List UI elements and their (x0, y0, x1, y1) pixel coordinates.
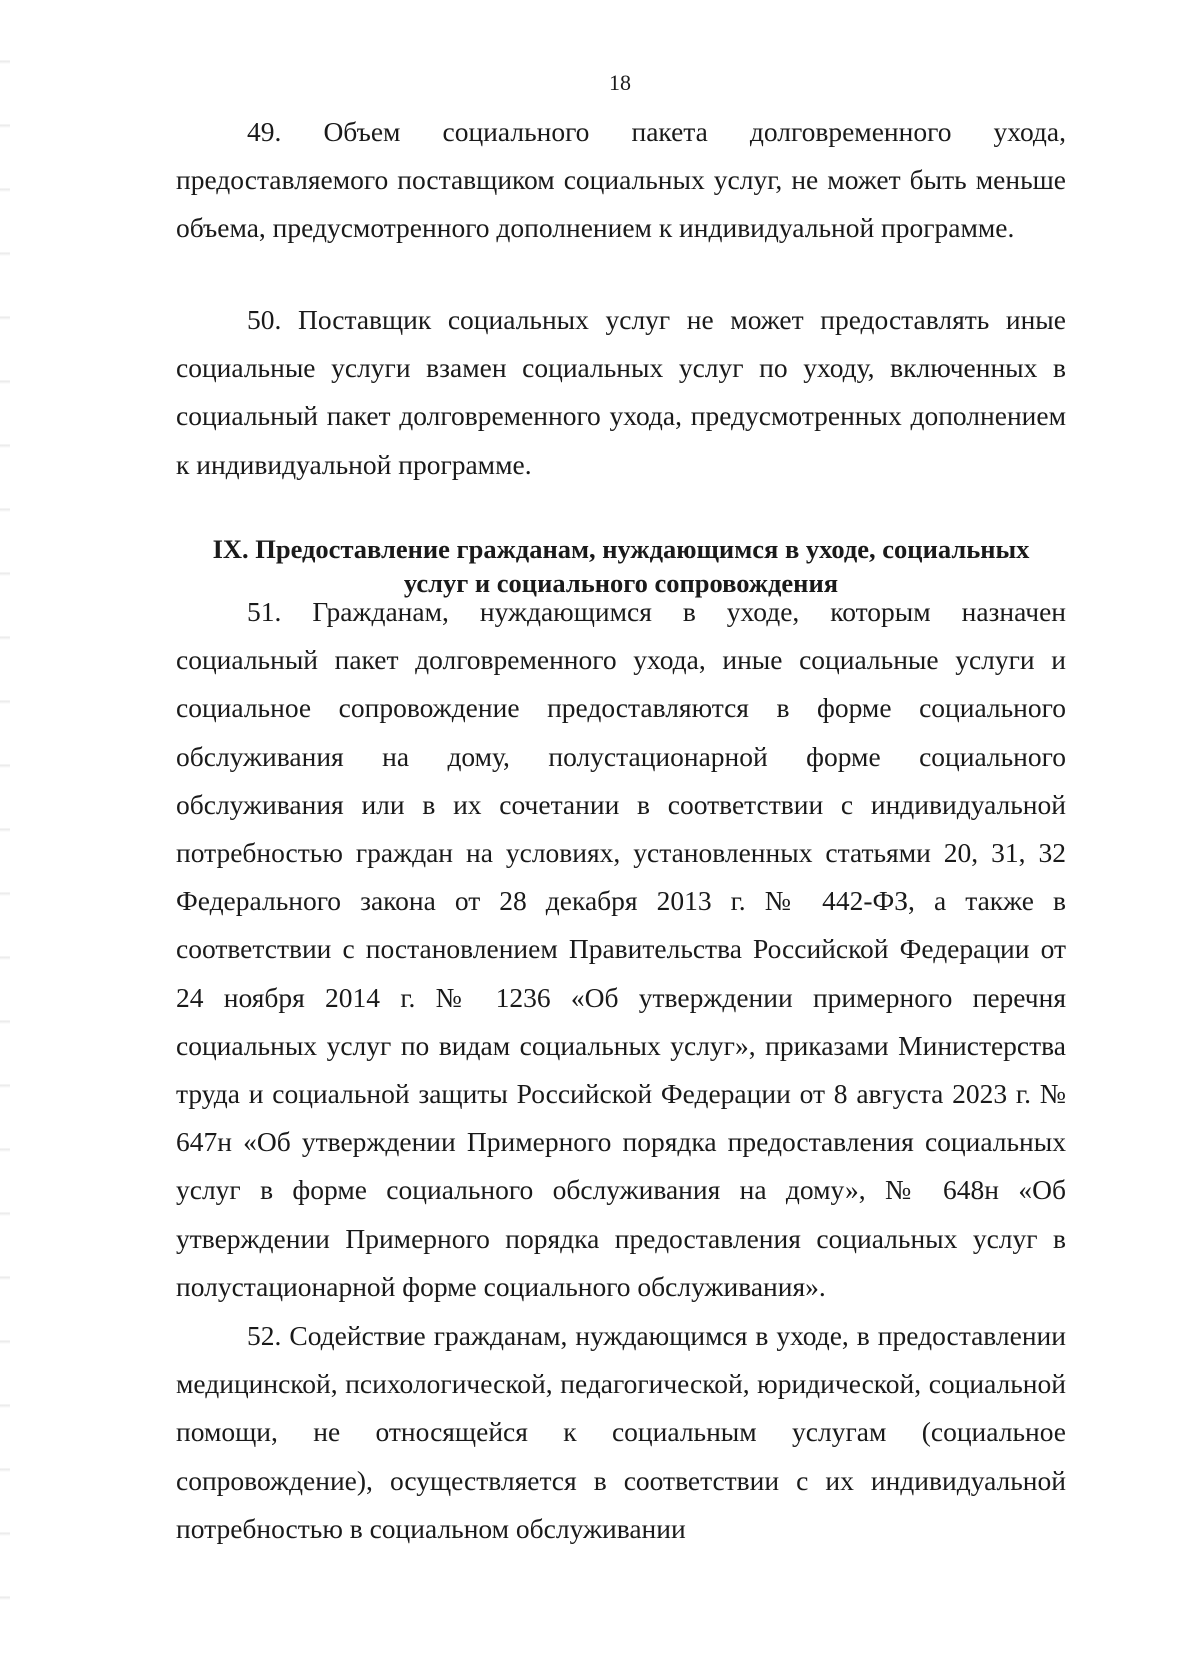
paragraph-51: 51. Гражданам, нуждающимся в уходе, которым назначен социальный пакет долговременного ухода, иные социальные услуги и социальное сопровождение предоставляются в форме социального обслуживания на дому, полустационарной форме социального обслуживания или в их сочетании в соответствии с индивидуальной потребностью граждан на условиях, установленных статьями 20, 31, 32 Федерального закона от 28 декабря 2013 г. № 442-ФЗ, а также в соответствии с постановлением Правительства Российской Федерации от 24 ноября 2014 г. № 1236 «Об утверждении примерного перечня социальных услуг по видам социальных услуг», приказами Министерства труда и социальной защиты Российской Федерации от 8 августа 2023 г. № 647н «Об утверждении Примерного порядка предоставления социальных услуг в форме социального обслуживания на дому», № 648н «Об утверждении Примерного порядка предоставления социальных услуг в полустационарной форме социального обслуживания». (176, 596, 1066, 1302)
paragraph-49: 49. Объем социального пакета долговременного ухода, предоставляемого поставщиком социальных услуг, не может быть меньше объема, предусмотренного дополнением к индивидуальной программе. (176, 116, 1066, 244)
page-number: 18 (609, 70, 631, 95)
paragraph-50: 50. Поставщик социальных услуг не может предоставлять иные социальные услуги взамен социальных услуг по уходу, включенных в социальный пакет долговременного ухода, предусмотренных дополнением к индивидуальной программе. (176, 304, 1066, 480)
scan-edge (0, 0, 10, 1656)
section-heading-line-2: услуг и социального сопровождения (403, 568, 839, 598)
paragraph-52: 52. Содействие гражданам, нуждающимся в уходе, в предоставлении медицинской, психологической, педагогической, юридической, социальной помощи, не относящейся к социальным услугам (социальное сопровождение), осуществляется в соответствии с их индивидуальной потребностью в социальном обслуживании (176, 1320, 1066, 1544)
section-heading-line-1: IX. Предоставление гражданам, нуждающимся в уходе, социальных (212, 534, 1030, 564)
